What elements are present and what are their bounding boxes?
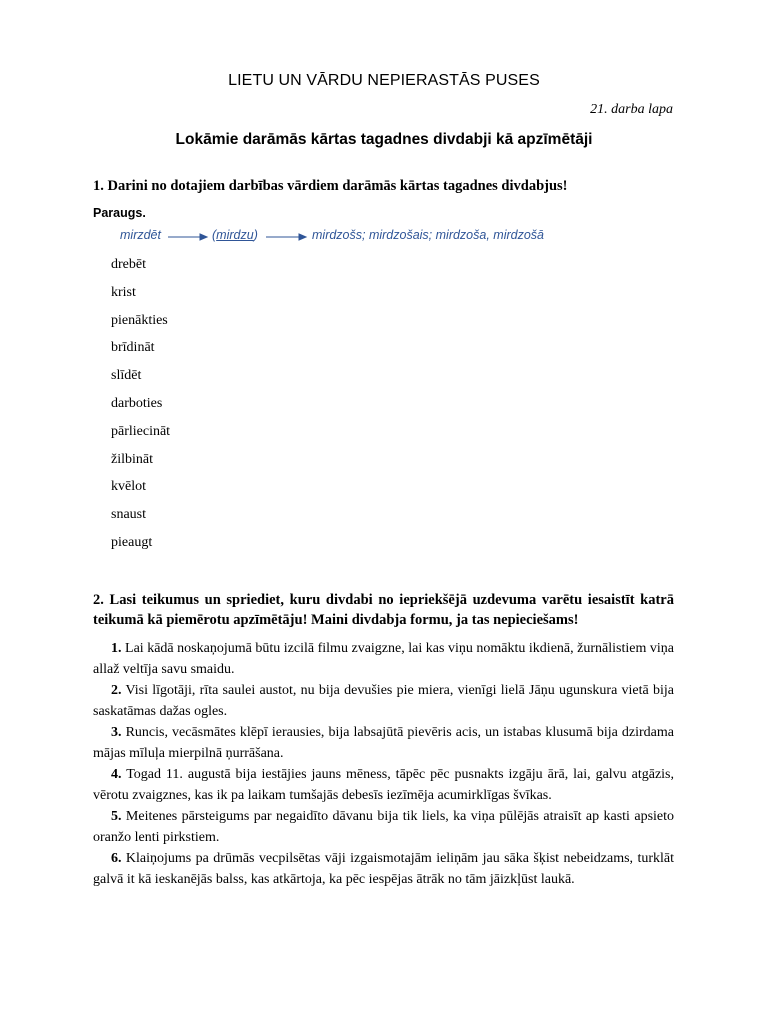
- arrow-1-head: [200, 234, 207, 240]
- sentence-item: [93, 638, 674, 680]
- list-item: snaust: [111, 507, 146, 523]
- page-subtitle: Lokāmie darāmās kārtas tagadnes divdabji kā apzīmētāji: [175, 131, 593, 148]
- task1-heading: 1. Darini no dotajiem darbības vārdiem darāmās kārtas tagadnes divdabjus!: [93, 178, 568, 194]
- sentence-number: 4.: [111, 767, 122, 782]
- worksheet-number: 21. darba lapa: [590, 102, 673, 117]
- sentence-text: Togad 11. augustā bija iestājies jauns mēness, tāpēc pēc pusnakts izgāju ārā, lai, galvu atgāzis, vērotu zvaigznes, kas ik pa laikam tumšajās debesīs iezīmēja acumirklīgas švīkas.: [93, 767, 674, 803]
- sentence-list: [93, 638, 674, 890]
- page-title: LIETU UN VĀRDU NEPIERASTĀS PUSES: [228, 72, 540, 89]
- sentence-item: [93, 848, 674, 890]
- sentence-item: [93, 764, 674, 806]
- sentence-text: Klaiņojums pa drūmās vecpilsētas vāji izgaismotajām ieliņām jau sāka šķist nebeidzams, turklāt galvā it kā ieskanējās balss, kas atkārtoja, ka pēc iespējas ātrāk no tām jāizkļūst laukā.: [93, 851, 675, 887]
- task2-heading: 2. Lasi teikumus un spriediet, kuru divdabi no iepriekšējā uzdevuma varētu iesaistīt katrā teikumā kā piemērotu apzīmētāju! Maini divdabja formu, ja tas nepieciešams!: [93, 592, 674, 628]
- sentence-number: 1.: [111, 641, 122, 656]
- example-stem-open: (: [212, 228, 217, 242]
- sentence-text: Runcis, vecāsmātes klēpī ierausies, bija labsajūtā pievēris acis, un istabas klusumā bija dzirdama mājas mīluļa mierpilnā ņurrāšana.: [93, 725, 674, 761]
- sentence-text: Lai kādā noskaņojumā būtu izcilā filmu zvaigzne, lai kas viņu nomāktu ikdienā, žurnālistiem viņa allaž veltīja savu smaidu.: [93, 641, 674, 677]
- list-item: darboties: [111, 395, 163, 411]
- sentence-text: Meitenes pārsteigums par negaidīto dāvanu bija tik liels, ka viņa pūlējās atraisīt ap kasti apsieto oranžo lenti pirkstiem.: [93, 809, 675, 845]
- sentence-item: [93, 680, 674, 722]
- example-verb: mirzdēt: [120, 228, 161, 242]
- list-item: drebēt: [111, 257, 146, 272]
- sentence-item: [93, 722, 674, 764]
- list-item: brīdināt: [111, 340, 155, 356]
- example-result: mirdzošs; mirdzošais; mirdzoša, mirdzošā: [312, 228, 544, 242]
- sentence-text: Visi līgotāji, rīta saulei austot, nu bija devušies pie miera, vienīgi lielā Jāņu ugunskura vietā bija saskatāmas dažas ogles.: [93, 683, 674, 719]
- sentence-number: 2.: [111, 683, 122, 698]
- list-item: slīdēt: [111, 368, 142, 384]
- sentence-number: 5.: [111, 809, 122, 824]
- list-item: krist: [111, 284, 136, 300]
- arrow-2-head: [299, 234, 306, 240]
- example-stem-pre: mird: [216, 228, 241, 242]
- list-item: pienākties: [111, 312, 168, 328]
- list-item: pārliecināt: [111, 423, 171, 439]
- list-item: pieaugt: [111, 534, 153, 550]
- example-stem-underlined: zu: [240, 228, 254, 242]
- example-row: [0, 226, 768, 248]
- sentence-number: 3.: [111, 725, 122, 740]
- list-item: žilbināt: [111, 451, 153, 467]
- sentence-item: [93, 806, 674, 848]
- sentence-number: 6.: [111, 851, 122, 866]
- example-label: Paraugs.: [93, 206, 146, 220]
- example-stem-close: ): [253, 228, 258, 242]
- example-stem: [212, 228, 258, 242]
- list-item: kvēlot: [111, 479, 146, 495]
- verb-list: [111, 255, 170, 561]
